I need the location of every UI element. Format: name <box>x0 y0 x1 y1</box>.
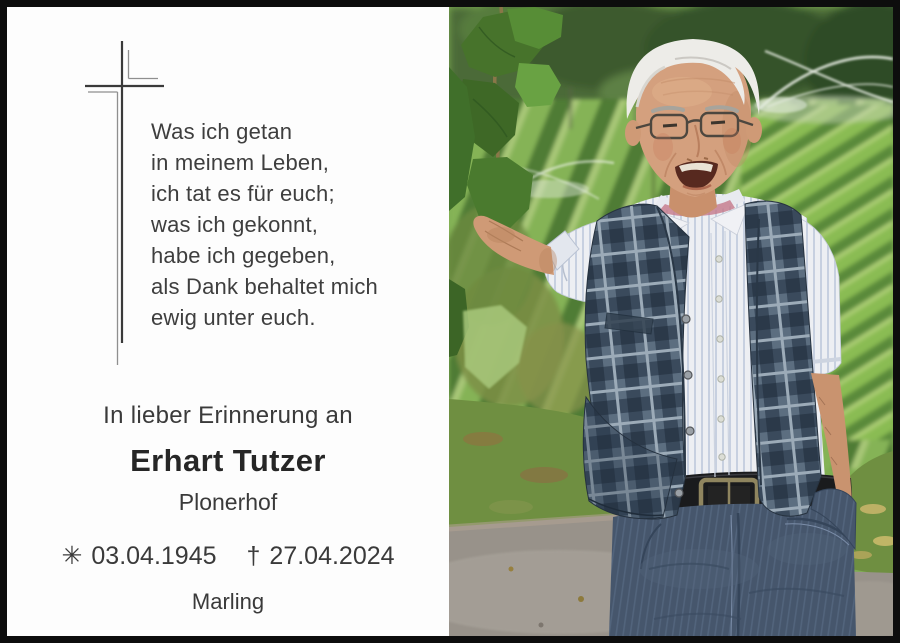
eye <box>663 125 677 126</box>
death-date: 27.04.2024 <box>269 542 395 570</box>
vest-button <box>682 315 690 323</box>
memorial-intro: In lieber Erinnerung an <box>103 402 353 429</box>
deceased-name: Erhart Tutzer <box>130 443 326 478</box>
text-panel <box>7 7 449 636</box>
poem-line: in meinem Leben, <box>151 150 330 175</box>
poem-line: ich tat es für euch; <box>151 181 335 206</box>
vest-button <box>675 489 683 497</box>
birth-star-icon: ✳ <box>61 542 83 570</box>
vest-button <box>686 427 694 435</box>
farm-name: Plonerhof <box>178 489 278 515</box>
place-name: Marling <box>191 589 265 614</box>
life-dates <box>7 541 449 571</box>
poem-line: Was ich getan <box>151 119 293 144</box>
vest-button <box>684 371 692 379</box>
poem-line: habe ich gegeben, <box>151 243 336 268</box>
jeans <box>609 504 856 636</box>
vineyard-portrait-illustration <box>449 7 893 636</box>
memorial-poem <box>151 116 378 333</box>
poem-line: was ich gekonnt, <box>151 212 319 237</box>
eye <box>711 122 725 123</box>
poem-line: als Dank behaltet mich <box>151 274 378 299</box>
death-cross-icon: † <box>246 542 261 570</box>
memorial-card <box>7 7 893 636</box>
portrait-photo <box>449 7 893 636</box>
poem-line: ewig unter euch. <box>151 305 316 330</box>
birth-date: 03.04.1945 <box>91 542 217 570</box>
